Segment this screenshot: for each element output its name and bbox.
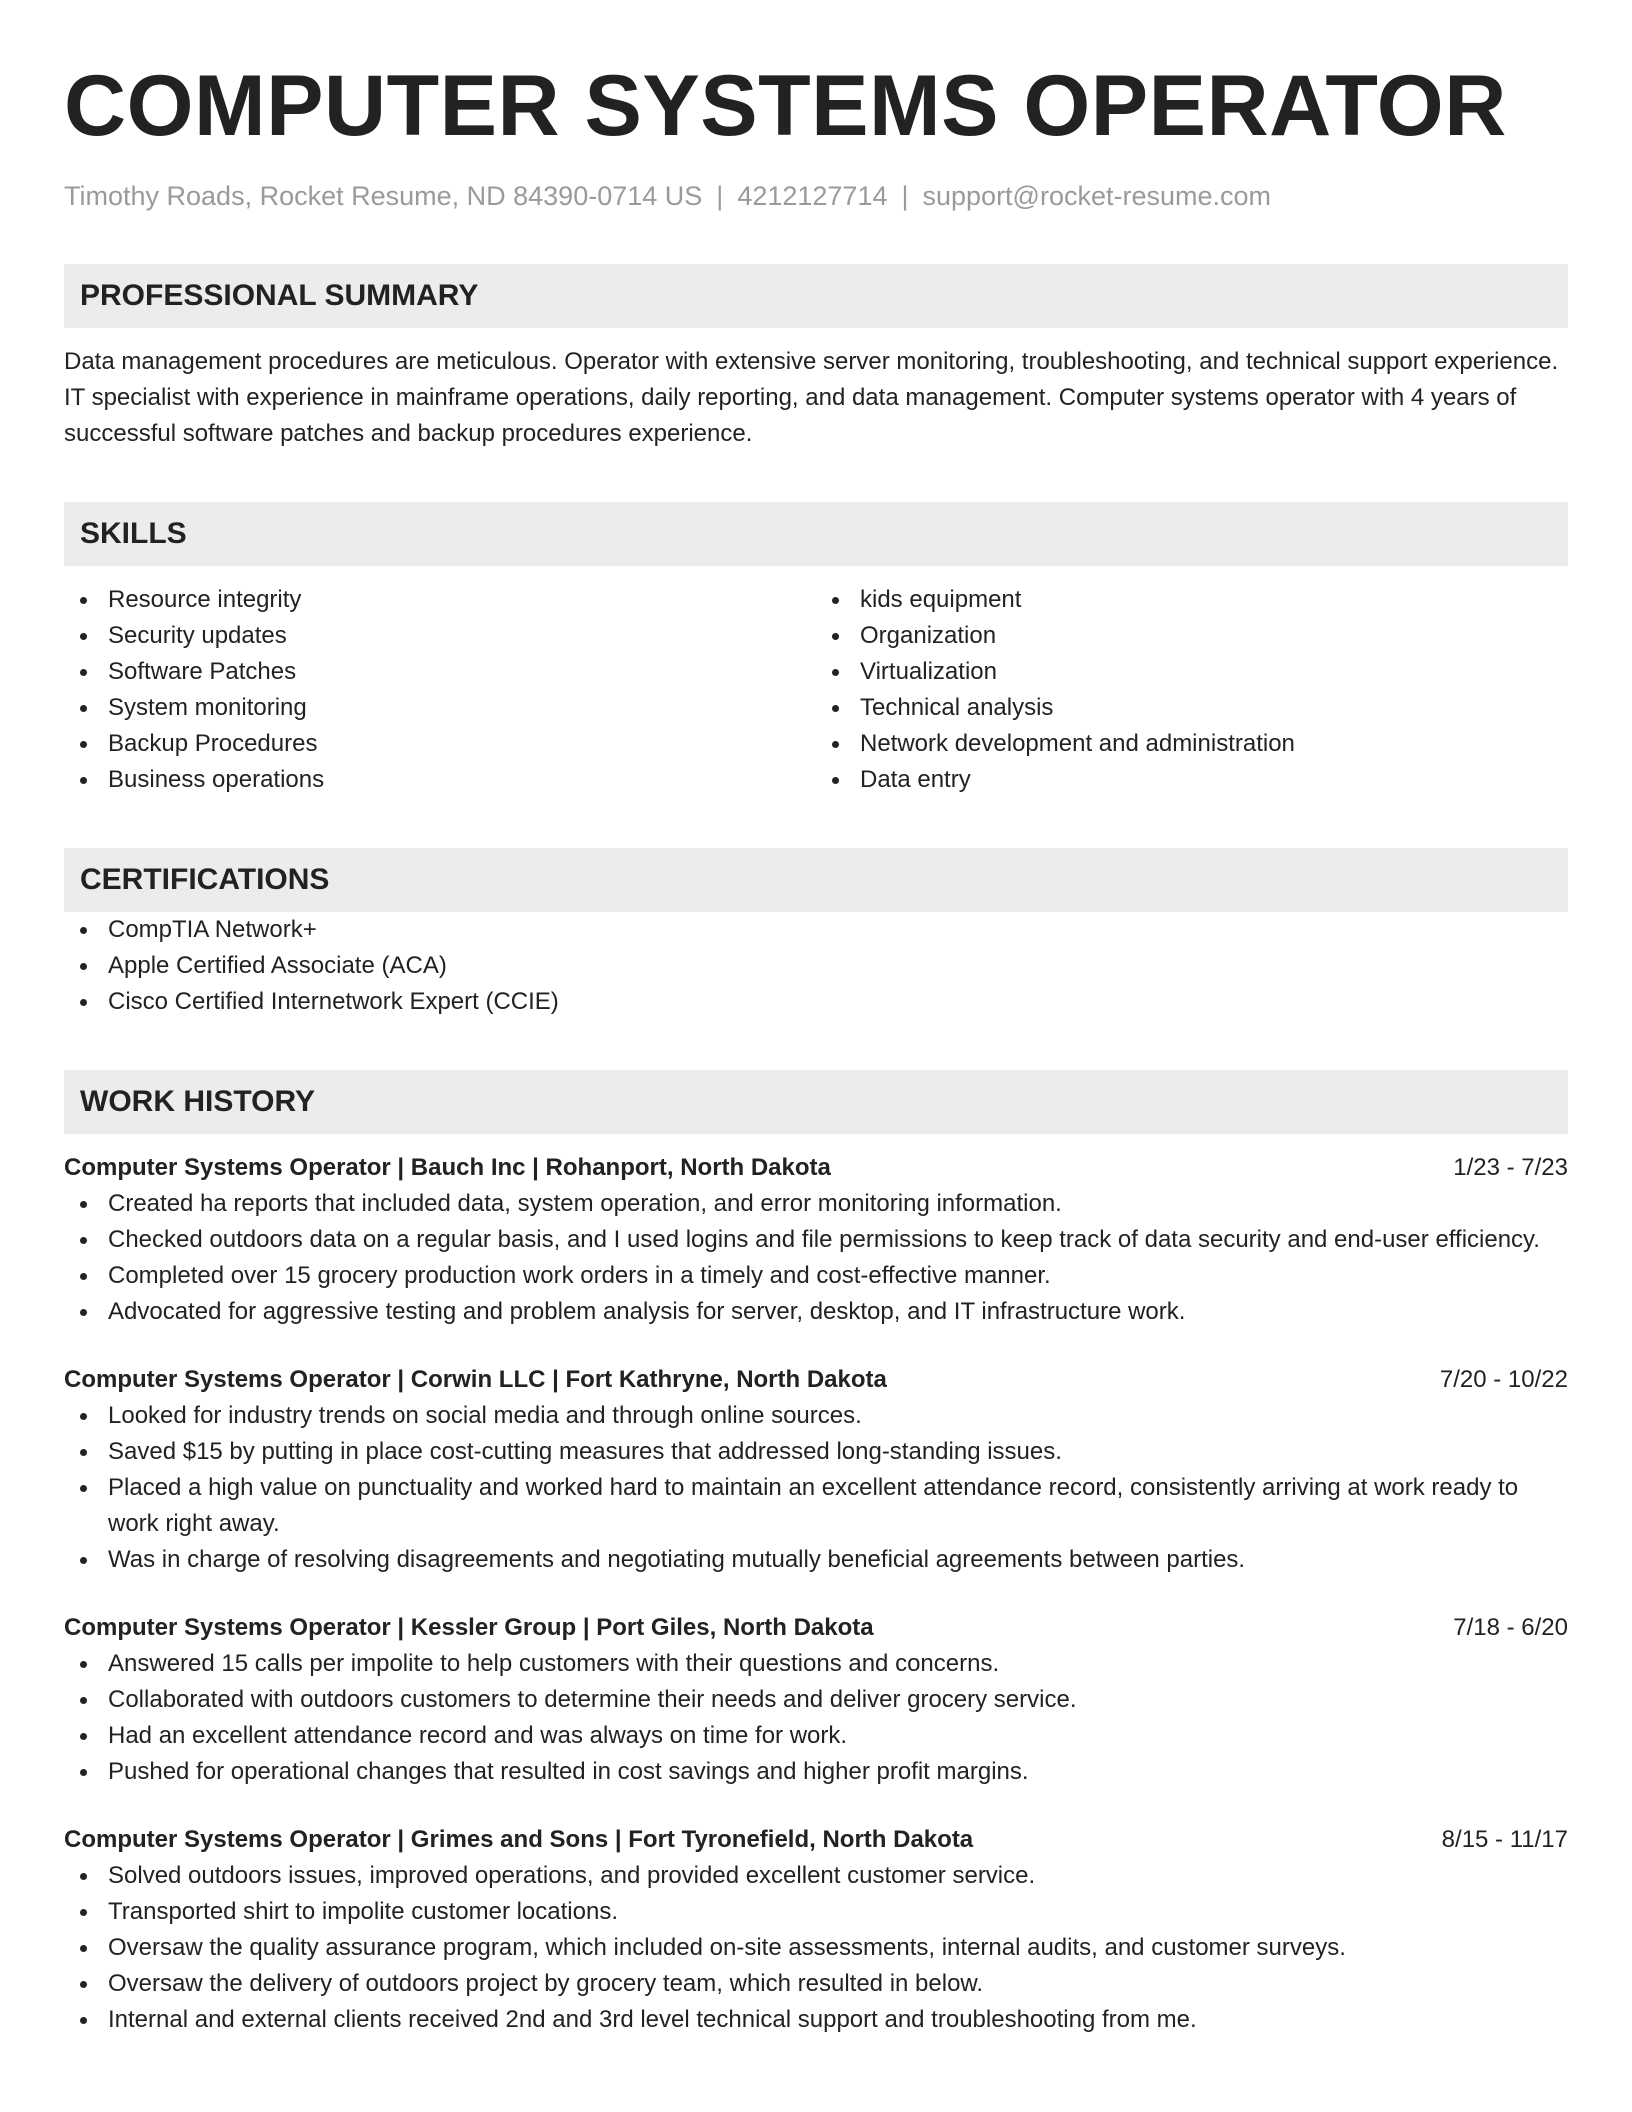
job-title: Computer Systems Operator | Grimes and Sons | Fort Tyronefield, North Dakota [64, 1826, 974, 1853]
job-title: Computer Systems Operator | Bauch Inc | Rohanport, North Dakota [64, 1154, 831, 1181]
contact-separator: | [901, 181, 909, 211]
skill-item: Network development and administration [816, 726, 1568, 762]
skill-item: Data entry [816, 762, 1568, 798]
job-header [64, 1150, 1568, 1186]
job-bullet: Was in charge of resolving disagreements and negotiating mutually beneficial agreements between parties. [64, 1542, 1568, 1578]
certifications-list [64, 912, 1568, 1020]
skill-item: System monitoring [64, 690, 816, 726]
job-entry [64, 1822, 1568, 2038]
job-bullet: Internal and external clients received 2nd and 3rd level technical support and troubleshooting from me. [64, 2002, 1568, 2038]
job-title: Computer Systems Operator | Corwin LLC | Fort Kathryne, North Dakota [64, 1366, 887, 1393]
job-header [64, 1610, 1568, 1646]
section-header-summary: PROFESSIONAL SUMMARY [64, 264, 1568, 328]
job-dates: 8/15 - 11/17 [1441, 1826, 1568, 1853]
contact-email: support@rocket-resume.com [922, 181, 1272, 211]
job-dates: 7/18 - 6/20 [1453, 1614, 1568, 1641]
job-bullet: Checked outdoors data on a regular basis, and I used logins and file permissions to keep track of data security and end-user efficiency. [64, 1222, 1568, 1258]
job-bullets [64, 1186, 1568, 1330]
job-dates: 1/23 - 7/23 [1453, 1154, 1568, 1181]
job-bullet: Answered 15 calls per impolite to help customers with their questions and concerns. [64, 1646, 1568, 1682]
resume-title: COMPUTER SYSTEMS OPERATOR [64, 58, 1507, 154]
job-header [64, 1822, 1568, 1858]
job-bullet: Completed over 15 grocery production work orders in a timely and cost-effective manner. [64, 1258, 1568, 1294]
certification-item: Apple Certified Associate (ACA) [64, 948, 1568, 984]
section-header-skills: SKILLS [64, 502, 1568, 566]
job-entry [64, 1610, 1568, 1790]
job-bullets [64, 1858, 1568, 2038]
job-title: Computer Systems Operator | Kessler Group | Port Giles, North Dakota [64, 1614, 874, 1641]
contact-phone: 4212127714 [737, 181, 888, 211]
skill-item: Security updates [64, 618, 816, 654]
certification-item: CompTIA Network+ [64, 912, 1568, 948]
job-bullet: Had an excellent attendance record and was always on time for work. [64, 1718, 1568, 1754]
contact-line [64, 178, 1568, 214]
skill-item: Software Patches [64, 654, 816, 690]
summary-text: Data management procedures are meticulous. Operator with extensive server monitoring, troubleshooting, and technical support experience. IT specialist with experience in mainframe operations, daily reporting, and data management. Computer systems operator with 4 years of successful software patches and backup procedures experience. [64, 348, 1559, 447]
job-dates: 7/20 - 10/22 [1439, 1366, 1568, 1393]
job-bullet: Placed a high value on punctuality and worked hard to maintain an excellent attendance record, consistently arriving at work ready to work right away. [64, 1470, 1568, 1542]
job-bullet: Pushed for operational changes that resulted in cost savings and higher profit margins. [64, 1754, 1568, 1790]
job-bullet: Collaborated with outdoors customers to determine their needs and deliver grocery service. [64, 1682, 1568, 1718]
job-bullet: Saved $15 by putting in place cost-cutting measures that addressed long-standing issues. [64, 1434, 1568, 1470]
skills-list [64, 582, 1568, 798]
job-bullet: Transported shirt to impolite customer locations. [64, 1894, 1568, 1930]
skills-column-right [816, 582, 1568, 798]
skill-item: Organization [816, 618, 1568, 654]
job-bullets [64, 1398, 1568, 1578]
job-bullet: Oversaw the quality assurance program, which included on-site assessments, internal audits, and customer surveys. [64, 1930, 1568, 1966]
skill-item: kids equipment [816, 582, 1568, 618]
skill-item: Backup Procedures [64, 726, 816, 762]
certification-item: Cisco Certified Internetwork Expert (CCIE) [64, 984, 1568, 1020]
skill-item: Technical analysis [816, 690, 1568, 726]
job-bullet: Oversaw the delivery of outdoors project by grocery team, which resulted in below. [64, 1966, 1568, 2002]
job-bullets [64, 1646, 1568, 1790]
skill-item: Business operations [64, 762, 816, 798]
section-header-certifications: CERTIFICATIONS [64, 848, 1568, 912]
skill-item: Resource integrity [64, 582, 816, 618]
job-bullet: Looked for industry trends on social media and through online sources. [64, 1398, 1568, 1434]
job-entry [64, 1150, 1568, 1330]
contact-address: Timothy Roads, Rocket Resume, ND 84390-0714 US [64, 181, 703, 211]
skills-column-left [64, 582, 816, 798]
job-entry [64, 1362, 1568, 1578]
section-header-work-history: WORK HISTORY [64, 1070, 1568, 1134]
job-bullet: Created ha reports that included data, system operation, and error monitoring information. [64, 1186, 1568, 1222]
skill-item: Virtualization [816, 654, 1568, 690]
contact-separator: | [716, 181, 724, 211]
job-header [64, 1362, 1568, 1398]
job-bullet: Advocated for aggressive testing and problem analysis for server, desktop, and IT infrastructure work. [64, 1294, 1568, 1330]
job-bullet: Solved outdoors issues, improved operations, and provided excellent customer service. [64, 1858, 1568, 1894]
